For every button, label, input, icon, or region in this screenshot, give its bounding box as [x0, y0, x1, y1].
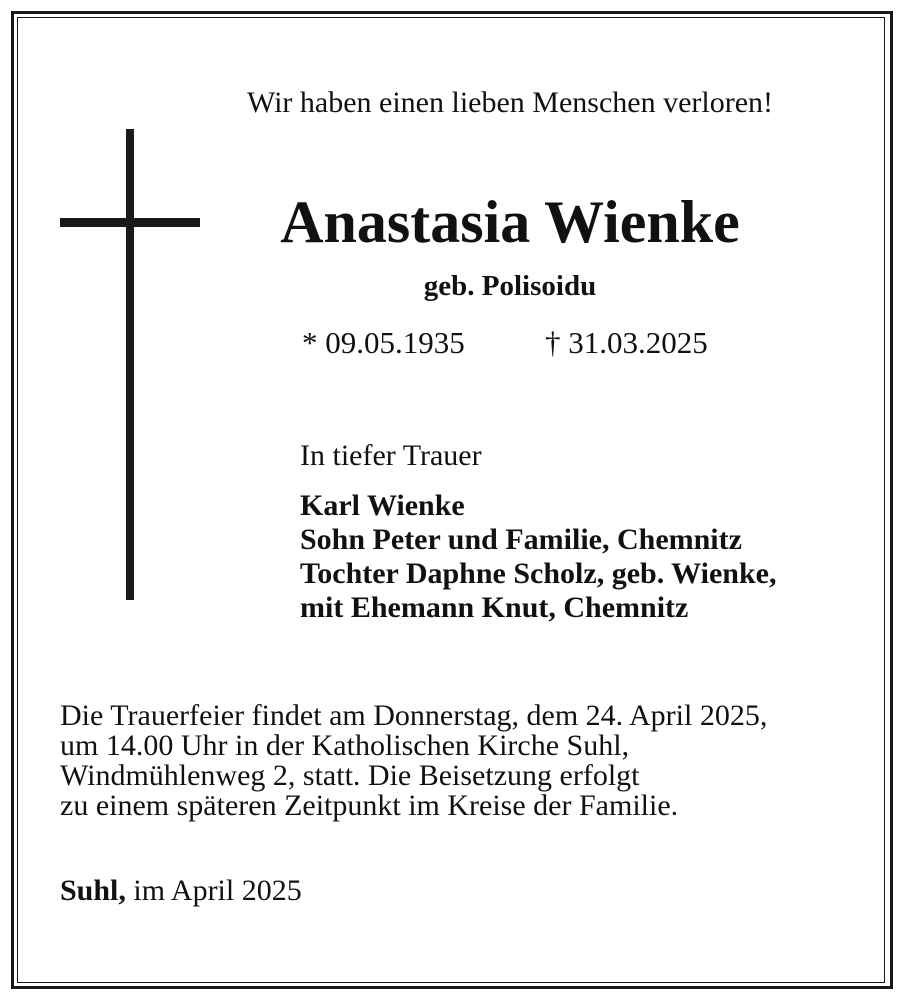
- closing-line: [60, 876, 302, 906]
- deceased-name: Anastasia Wienke: [280, 189, 740, 255]
- ceremony-line: zu einem späteren Zeitpunkt im Kreise der Familie.: [60, 789, 679, 822]
- maiden-name: geb. Polisoidu: [423, 270, 597, 302]
- mourner-line: mit Ehemann Knut, Chemnitz: [300, 591, 689, 624]
- mourner-line: Sohn Peter und Familie, Chemnitz: [300, 523, 742, 556]
- date-line: im April 2025: [125, 874, 302, 907]
- birth-date: * 09.05.1935: [302, 325, 465, 360]
- ceremony-line: um 14.00 Uhr in der Katholischen Kirche Suhl,: [60, 729, 630, 762]
- death-date: † 31.03.2025: [545, 325, 708, 360]
- mourning-phrase: In tiefer Trauer: [300, 439, 482, 472]
- ceremony-line: Windmühlenweg 2, statt. Die Beisetzung erfolgt: [60, 759, 640, 792]
- place: Suhl,: [60, 874, 126, 907]
- mourners-list: [300, 489, 776, 625]
- mourner-line: Karl Wienke: [300, 489, 465, 522]
- headline: Wir haben einen lieben Menschen verloren!: [246, 86, 774, 119]
- ceremony-info: [60, 701, 767, 821]
- mourner-line: Tochter Daphne Scholz, geb. Wienke,: [300, 557, 777, 590]
- ceremony-line: Die Trauerfeier findet am Donnerstag, dem 24. April 2025,: [60, 699, 768, 732]
